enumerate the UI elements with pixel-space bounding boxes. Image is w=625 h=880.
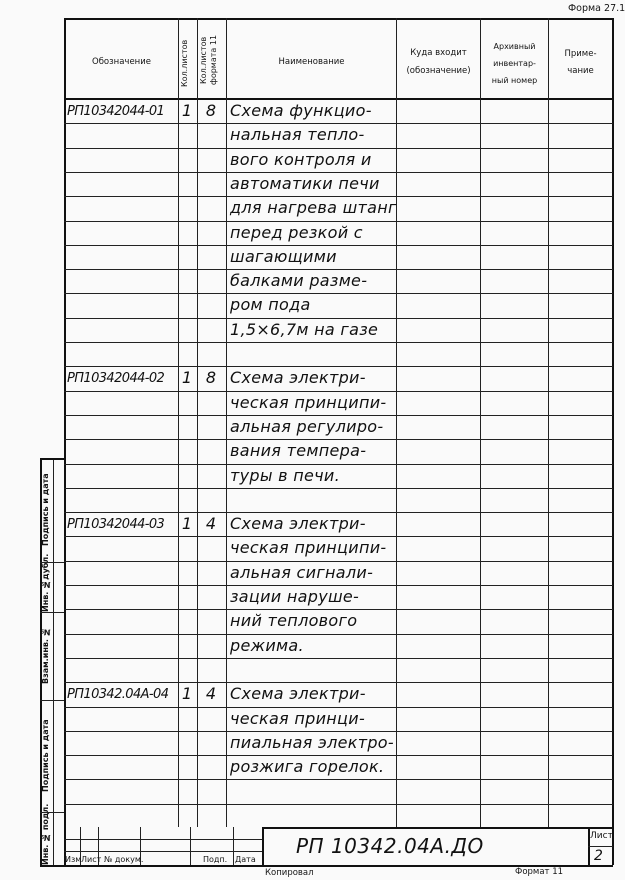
entry-designation: РП10342.04А-04 (67, 687, 169, 703)
side-sign-date-top: Подпись и дата (41, 473, 50, 547)
row-line (64, 658, 613, 659)
side-inv-dubl: Инв. №дубл. (41, 553, 50, 612)
row-line (64, 512, 613, 513)
row-line (64, 342, 613, 343)
entry-name-line: ческая принципи- (230, 392, 387, 412)
header-note: Приме- чание (564, 49, 597, 76)
entry-name-line: режима. (230, 635, 304, 655)
side-sign-date-bottom: Подпись и дата (41, 719, 50, 793)
row-line (64, 245, 613, 246)
row-line (64, 609, 613, 610)
side-vzam-inv: Взам.инв. № (41, 627, 50, 685)
row-line (64, 123, 613, 124)
row-line (64, 585, 613, 586)
row-line (64, 536, 613, 537)
row-line (64, 196, 613, 197)
row-line (64, 366, 613, 367)
entry-sheets-f11: 4 (205, 514, 217, 534)
entry-name-line: альная сигнали- (230, 562, 374, 582)
entry-name-line: Схема электри- (230, 514, 366, 534)
entry-name-line: для нагрева штанг (230, 198, 397, 218)
document-code: РП 10342.04А.ДО (296, 834, 484, 858)
entry-name-line: вого контроля и (230, 149, 372, 169)
row-line (64, 293, 613, 294)
title-izm: Изм (65, 855, 82, 864)
entry-name-line: автоматики печи (230, 173, 380, 193)
entry-sheets-f11: 4 (205, 684, 217, 704)
form-label: Форма 27.1 (568, 3, 625, 14)
footer-format: Формат 11 (515, 867, 564, 877)
row-line (64, 755, 613, 756)
row-line (64, 779, 613, 780)
header-where: Куда входит (обозначение) (406, 48, 471, 76)
entry-name-line: Схема функцио- (230, 101, 372, 120)
header-sheets: Кол.листов (180, 39, 189, 87)
title-doc-no: № докум. (104, 855, 144, 864)
entry-name-line: нальная тепло- (230, 125, 365, 145)
entry-sheets: 1 (181, 684, 193, 704)
entry-name-line: Схема электри- (230, 368, 366, 388)
entry-name-line: ческая принципи- (230, 538, 387, 558)
entry-sheets: 1 (181, 514, 193, 534)
header-designation: Обозначение (92, 57, 151, 67)
entry-name-line: туры в печи. (230, 465, 341, 485)
header-sheets-f11: Кол.листов формата 11 (199, 34, 218, 86)
row-line (64, 804, 613, 805)
entry-designation: РП10342044-01 (67, 104, 165, 119)
entry-name-line: балками разме- (230, 271, 368, 291)
header-name: Наименование (278, 57, 345, 67)
sheet-number: 2 (594, 848, 603, 864)
entry-sheets-f11: 8 (205, 101, 217, 120)
entry-sheets: 1 (181, 101, 193, 120)
row-line (64, 488, 613, 489)
side-inv-podl: Инв. № подл. (41, 803, 50, 865)
entry-name-line: ний теплового (230, 611, 358, 631)
title-podp: Подп. (203, 855, 228, 864)
entry-designation: РП10342044-02 (67, 371, 165, 387)
title-data: Дата (235, 855, 256, 864)
row-line (64, 415, 613, 416)
entry-name-line: Схема электри- (230, 684, 366, 704)
entry-name-line: пиальная электро- (230, 732, 394, 752)
entry-sheets-f11: 8 (205, 368, 217, 388)
row-line (64, 269, 613, 270)
footer-copied: Копировал (265, 868, 314, 878)
entry-name-line: вания темпера- (230, 441, 367, 461)
entry-designation: РП10342044-03 (67, 517, 165, 533)
entry-name-line: ром пода (230, 295, 311, 315)
entry-name-line: 1,5×6,7м на газе (230, 319, 379, 339)
entry-name-line: шагающими (230, 246, 337, 266)
entry-name-line: розжига горелок. (230, 757, 385, 777)
row-line (64, 682, 613, 683)
header-archive: Архивный инвентар- ный номер (491, 42, 538, 85)
entry-name-line: зации наруше- (230, 587, 360, 606)
entry-name-line: перед резкой с (230, 222, 363, 242)
sheet-label: Лист (590, 831, 613, 841)
row-line (64, 172, 613, 173)
entry-name-line: альная регулиро- (230, 416, 384, 436)
entry-sheets: 1 (181, 368, 193, 388)
row-line (64, 439, 613, 440)
row-line (64, 634, 613, 635)
title-list: Лист (81, 855, 102, 864)
entry-name-line: ческая принци- (230, 708, 366, 728)
